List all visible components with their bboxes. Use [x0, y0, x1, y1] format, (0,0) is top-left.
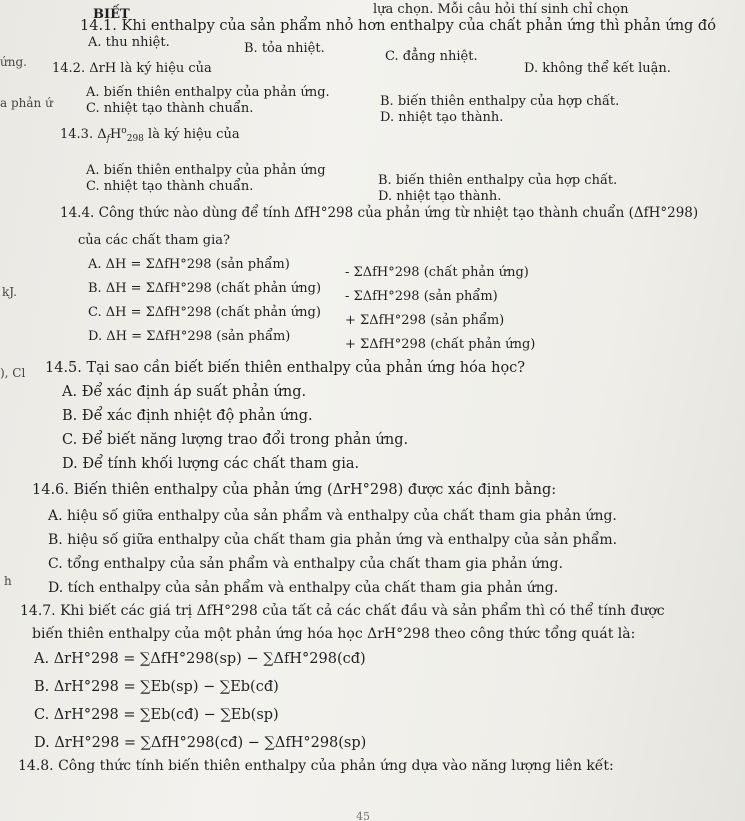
margin-fragment-2: a phản ứ: [0, 96, 53, 110]
q14-5-stem: 14.5. Tại sao cần biết biến thiên enthalpy của phản ứng hóa học?: [45, 360, 526, 376]
page-number: 45: [356, 810, 370, 821]
q14-4-option-a-right: - ΣΔfH°298 (chất phản ứng): [345, 265, 529, 280]
q14-7-option-d: D. ΔrH°298 = ∑ΔfH°298(cđ) − ∑ΔfH°298(sp): [34, 735, 367, 751]
q14-4-option-a-left: A. ΔH = ΣΔfH°298 (sản phẩm): [88, 257, 290, 272]
q14-4-stem: 14.4. Công thức nào dùng để tính ΔfH°298 của phản ứng từ nhiệt tạo thành chuẩn (ΔfH°298): [60, 205, 699, 221]
q14-3-option-a: A. biến thiên enthalpy của phản ứng: [86, 163, 326, 178]
q14-7-stem: 14.7. Khi biết các giá trị ΔfH°298 của tất cả các chất đầu và sản phẩm thì có thể tính được: [20, 603, 665, 619]
q14-2-option-a: A. biến thiên enthalpy của phản ứng.: [86, 85, 330, 100]
q14-3-option-d: D. nhiệt tạo thành.: [378, 189, 502, 204]
q14-4-option-c-left: C. ΔH = ΣΔfH°298 (chất phản ứng): [88, 305, 321, 320]
q14-6-option-d: D. tích enthalpy của sản phẩm và enthalpy của chất tham gia phản ứng.: [48, 580, 559, 596]
q14-1-option-b: B. tỏa nhiệt.: [244, 41, 325, 56]
q14-4-option-b-left: B. ΔH = ΣΔfH°298 (chất phản ứng): [88, 281, 322, 296]
q14-3-option-c: C. nhiệt tạo thành chuẩn.: [86, 179, 254, 194]
q14-7-stem-2: biến thiên enthalpy của một phản ứng hóa học ΔrH°298 theo công thức tổng quát là:: [32, 626, 636, 642]
margin-fragment-4: ), Cl: [0, 366, 26, 380]
q14-5-option-c: C. Để biết năng lượng trao đổi trong phản ứng.: [62, 432, 409, 448]
header-right: lựa chọn. Mỗi câu hỏi thí sinh chỉ chọn: [373, 2, 629, 17]
q14-7-option-c: C. ΔrH°298 = ∑Eb(cđ) − ∑Eb(sp): [34, 707, 279, 723]
q14-7-option-b: B. ΔrH°298 = ∑Eb(sp) − ∑Eb(cđ): [34, 679, 279, 695]
q14-2-option-c: C. nhiệt tạo thành chuẩn.: [86, 101, 254, 116]
q14-1-option-d: D. không thể kết luận.: [524, 61, 671, 76]
q14-6-stem: 14.6. Biến thiên enthalpy của phản ứng (ΔrH°298) được xác định bằng:: [32, 482, 557, 498]
margin-fragment-1: ứng.: [0, 55, 27, 69]
q14-6-option-a: A. hiệu số giữa enthalpy của sản phẩm và enthalpy của chất tham gia phản ứng.: [48, 508, 617, 524]
header-left: BIẾT: [93, 7, 130, 22]
q14-1-stem: 14.1. Khi enthalpy của sản phẩm nhỏ hơn enthalpy của chất phản ứng thì phản ứng đó: [80, 18, 716, 34]
margin-fragment-3: kJ.: [2, 285, 17, 299]
q14-8-stem: 14.8. Công thức tính biến thiên enthalpy của phản ứng dựa vào năng lượng liên kết:: [18, 758, 614, 774]
q14-6-option-b: B. hiệu số giữa enthalpy của chất tham gia phản ứng và enthalpy của sản phẩm.: [48, 532, 618, 548]
q14-6-option-c: C. tổng enthalpy của sản phẩm và enthalpy của chất tham gia phản ứng.: [48, 556, 563, 572]
q14-2-stem: 14.2. ΔrH là ký hiệu của: [52, 61, 212, 76]
q14-5-option-d: D. Để tính khối lượng các chất tham gia.: [62, 456, 360, 472]
q14-5-option-b: B. Để xác định nhiệt độ phản ứng.: [62, 408, 313, 424]
q14-3-option-b: B. biến thiên enthalpy của hợp chất.: [378, 173, 618, 188]
q14-4-option-b-right: - ΣΔfH°298 (sản phẩm): [345, 289, 498, 304]
margin-fragment-5: h: [4, 574, 12, 588]
q14-7-option-a: A. ΔrH°298 = ∑ΔfH°298(sp) − ∑ΔfH°298(cđ): [34, 651, 366, 667]
q14-4-stem-2: của các chất tham gia?: [78, 233, 230, 248]
q14-1-option-c: C. đẳng nhiệt.: [385, 49, 478, 64]
q14-3-stem: 14.3. $\Delta_fH^o_{298}$ là ký hiệu của: [60, 126, 240, 144]
q14-4-option-c-right: + ΣΔfH°298 (sản phẩm): [345, 313, 505, 328]
q14-1-option-a: A. thu nhiệt.: [88, 35, 170, 50]
q14-2-option-d: D. nhiệt tạo thành.: [380, 110, 504, 125]
q14-2-option-b: B. biến thiên enthalpy của hợp chất.: [380, 94, 620, 109]
q14-5-option-a: A. Để xác định áp suất phản ứng.: [62, 384, 307, 400]
q14-4-option-d-right: + ΣΔfH°298 (chất phản ứng): [345, 337, 536, 352]
q14-4-option-d-left: D. ΔH = ΣΔfH°298 (sản phẩm): [88, 329, 291, 344]
